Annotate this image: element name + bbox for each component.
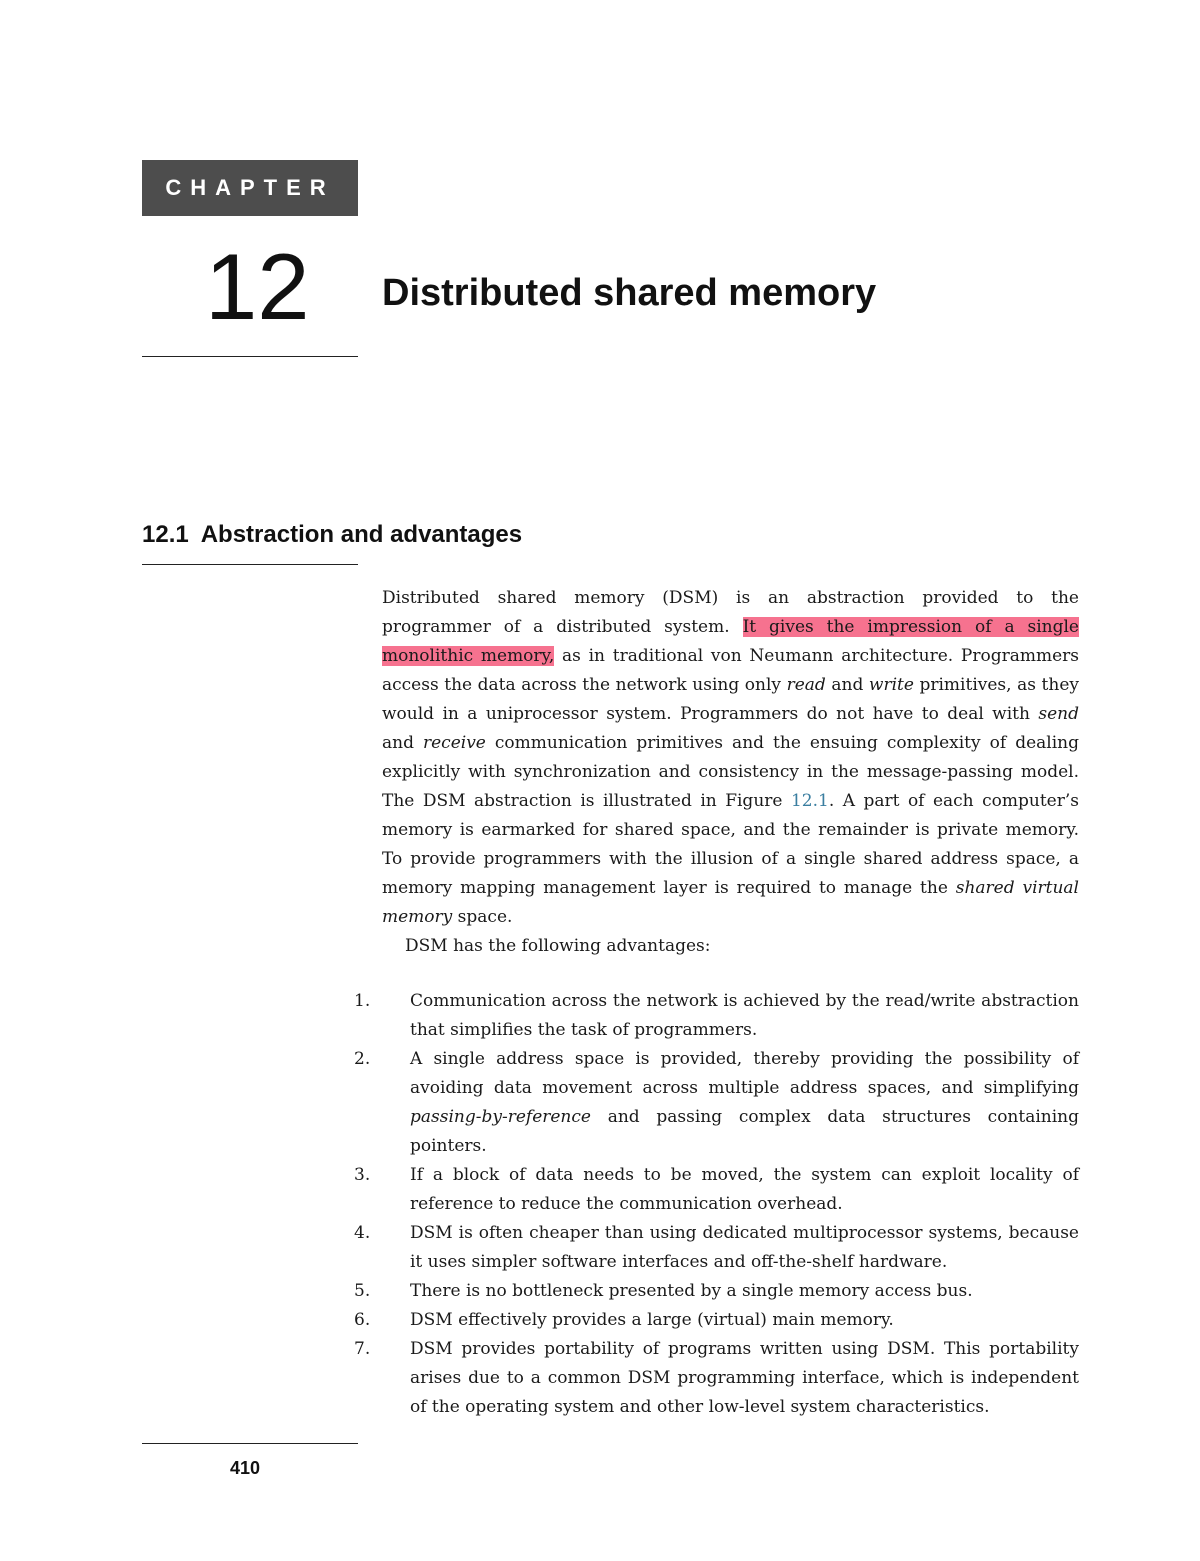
body-text xyxy=(354,584,1079,1422)
list-item: 1. Communication across the network is achieved by the read/write abstraction that simplifies the task of programmers. xyxy=(354,991,1079,1040)
chapter-number: 12 xyxy=(205,234,310,339)
section-number: 12.1 xyxy=(142,521,189,548)
list-item: 6. DSM effectively provides a large (virtual) main memory. xyxy=(354,1310,894,1330)
chapter-title: Distributed shared memory xyxy=(382,272,877,314)
footer-rule xyxy=(142,1443,358,1444)
list-item: 5. There is no bottleneck presented by a single memory access bus. xyxy=(354,1281,973,1301)
list-item: 4. DSM is often cheaper than using dedicated multiprocessor systems, because it uses simpler software interfaces and off-the-shelf hardware. xyxy=(354,1223,1079,1272)
section-rule xyxy=(142,564,358,565)
list-item: 2. A single address space is provided, thereby providing the possibility of avoiding data movement across multiple address spaces, and simplifying passing-by-reference and passing complex data structures containing pointers. xyxy=(354,1049,1079,1156)
figure-link[interactable]: 12.1 xyxy=(790,791,829,811)
chapter-rule xyxy=(142,356,358,357)
paragraph-advantages-lead: DSM has the following advantages: xyxy=(405,936,711,956)
chapter-label: CHAPTER xyxy=(142,160,358,216)
list-item: 3. If a block of data needs to be moved, the system can exploit locality of reference to reduce the communication overhead. xyxy=(354,1165,1079,1214)
paragraph-intro: Distributed shared memory (DSM) is an abstraction provided to the programmer of a distributed system. It gives the impression of a single monolithic memory, as in traditional von Neumann architecture. Programmers access the data across the network using only read and write primitives, as they would in a uniprocessor system. Programmers do not have to deal with send and receive communication primitives and the ensuing complexity of dealing explicitly with synchronization and consistency in the message-passing model. The DSM abstraction is illustrated in Figure 12.1. A part of each computer’s memory is earmarked for shared space, and the remainder is private memory. To provide programmers with the illusion of a single shared address space, a memory mapping management layer is required to manage the shared virtual memory space. xyxy=(382,588,1079,927)
list-item: 7. DSM provides portability of programs written using DSM. This portability arises due to a common DSM programming interface, which is independent of the operating system and other low-level system characteristics. xyxy=(354,1339,1079,1417)
highlighted-text: It gives the impression of a single monolithic memory, xyxy=(382,617,1079,666)
advantages-list xyxy=(354,987,1079,1422)
section-heading xyxy=(142,523,522,547)
section-title: Abstraction and advantages xyxy=(200,521,523,548)
page-number: 410 xyxy=(230,1458,261,1478)
